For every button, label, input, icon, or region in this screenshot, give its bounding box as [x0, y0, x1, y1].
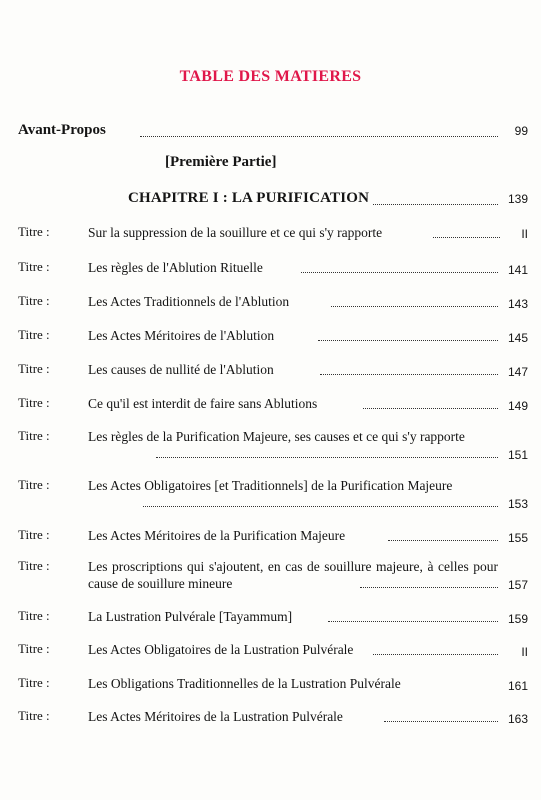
- leader-dots: [373, 654, 498, 655]
- toc-entry-avant-propos: [18, 122, 528, 142]
- entry-label: Titre :: [18, 708, 50, 723]
- page-number: 139: [507, 192, 528, 206]
- entry-text: Les proscriptions qui s'ajoutent, en cas de souillure majeure, à celles pour cause de souillure mineure: [88, 559, 498, 591]
- toc-entry: [18, 608, 528, 628]
- toc-entry: [18, 361, 528, 381]
- entry-label: Titre :: [18, 361, 50, 376]
- leader-dots: [318, 340, 498, 341]
- entry-label: Titre :: [18, 558, 50, 573]
- leader-dots: [320, 374, 498, 375]
- entry-label: Titre :: [18, 395, 50, 410]
- leader-dots: [388, 540, 498, 541]
- entry-text: Les règles de l'Ablution Rituelle: [88, 260, 263, 275]
- toc-entry: [18, 395, 528, 415]
- page-number: 163: [507, 712, 528, 726]
- entry-label: Titre :: [18, 477, 50, 492]
- toc-entry: [18, 327, 528, 347]
- entry-text: Les Actes Obligatoires de la Lustration Pulvérale: [88, 642, 354, 657]
- page-number: 161: [507, 679, 528, 693]
- page-number: 159: [507, 612, 528, 626]
- entry-text: Les Actes Obligatoires [et Traditionnels] de la Purification Majeure: [88, 478, 453, 493]
- page-number: 145: [507, 331, 528, 345]
- leader-dots: [156, 457, 498, 458]
- toc-entry: [18, 641, 528, 661]
- page-number: II: [521, 227, 528, 241]
- leader-dots: [331, 306, 498, 307]
- entry-label: Titre :: [18, 675, 50, 690]
- entry-text: Les Actes Méritoires de la Lustration Pulvérale: [88, 709, 343, 724]
- toc-entry: [18, 527, 528, 547]
- entry-label: Titre :: [18, 293, 50, 308]
- toc-entry: [18, 477, 528, 513]
- entry-label: Titre :: [18, 641, 50, 656]
- entry-text: Les Obligations Traditionnelles de la Lustration Pulvérale: [88, 676, 401, 691]
- page-number: 151: [507, 448, 528, 462]
- page-number: 99: [514, 124, 528, 138]
- leader-dots: [433, 237, 500, 238]
- entry-label: Titre :: [18, 428, 50, 443]
- part-heading: [Première Partie]: [165, 154, 277, 170]
- leader-dots: [373, 204, 498, 205]
- entry-label: Titre :: [18, 224, 50, 239]
- entry-text: La Lustration Pulvérale [Tayammum]: [88, 609, 293, 624]
- chapter-heading: [128, 190, 528, 210]
- page-number: II: [521, 645, 528, 659]
- page-number: 157: [507, 578, 528, 592]
- leader-dots: [143, 506, 498, 507]
- entry-text: Sur la suppression de la souillure et ce qui s'y rapporte: [88, 225, 383, 240]
- leader-dots: [384, 721, 498, 722]
- leader-dots: [328, 621, 498, 622]
- entry-label: Titre :: [18, 259, 50, 274]
- leader-dots: [363, 408, 498, 409]
- toc-entry: [18, 428, 528, 464]
- toc-entry: [18, 708, 528, 728]
- page-number: 153: [507, 497, 528, 511]
- toc-entry: [18, 558, 528, 594]
- leader-dots: [140, 136, 498, 137]
- entry-label: Avant-Propos: [18, 122, 106, 138]
- toc-title: TABLE DES MATIERES: [179, 68, 362, 85]
- entry-label: Titre :: [18, 327, 50, 342]
- toc-entry: [18, 259, 528, 279]
- entry-label: Titre :: [18, 527, 50, 542]
- page-number: 141: [507, 263, 528, 277]
- entry-label: Titre :: [18, 608, 50, 623]
- page-number: 155: [507, 531, 528, 545]
- chapter-label: CHAPITRE I : LA PURIFICATION: [128, 190, 370, 206]
- toc-entry: [18, 224, 528, 244]
- leader-dots: [360, 587, 498, 588]
- entry-text: Les causes de nullité de l'Ablution: [88, 362, 274, 377]
- entry-text: Les Actes Traditionnels de l'Ablution: [88, 294, 290, 309]
- entry-text: Les Actes Méritoires de l'Ablution: [88, 328, 275, 343]
- page-number: 147: [507, 365, 528, 379]
- entry-text: Ce qu'il est interdit de faire sans Ablutions: [88, 396, 318, 411]
- toc-entry: [18, 293, 528, 313]
- toc-entry: [18, 675, 528, 695]
- page-number: 149: [507, 399, 528, 413]
- page-number: 143: [507, 297, 528, 311]
- entry-text: Les règles de la Purification Majeure, ses causes et ce qui s'y rapporte: [88, 429, 465, 444]
- entry-text: Les Actes Méritoires de la Purification Majeure: [88, 528, 346, 543]
- leader-dots: [301, 272, 498, 273]
